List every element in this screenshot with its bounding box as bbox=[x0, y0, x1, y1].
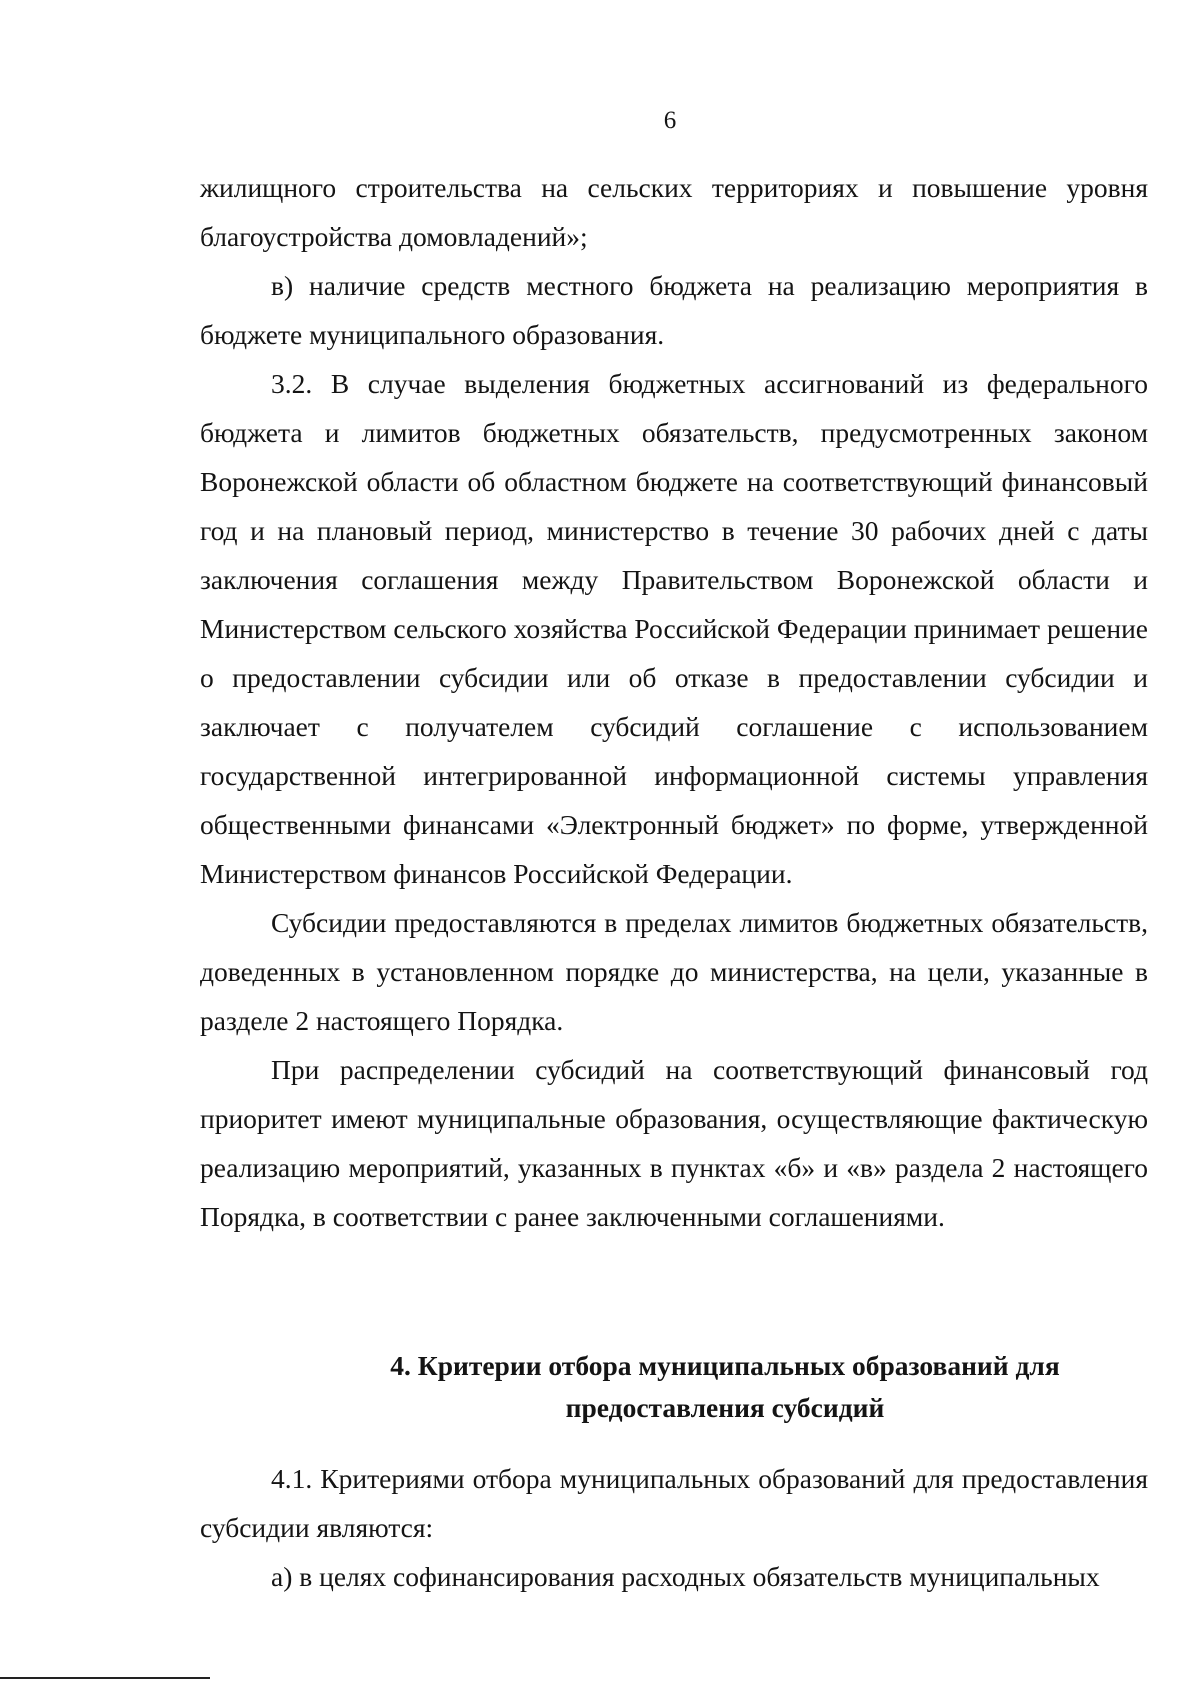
paragraph-item-a: а) в целях софинансирования расходных обязательств муниципальных bbox=[271, 1561, 1100, 1592]
section-4-heading-line-1: 4. Критерии отбора муниципальных образований для bbox=[390, 1350, 1060, 1381]
section-4-heading bbox=[335, 1345, 1115, 1429]
document-body bbox=[200, 163, 1148, 1241]
footer-rule bbox=[0, 1677, 210, 1679]
paragraph-3-2: 3.2. В случае выделения бюджетных ассигнований из федерального бюджета и лимитов бюджетных обязательств, предусмотренных законом Воронежской области об областном бюджете на соответствующий финансовый год и на плановый период, министерство в течение 30 рабочих дней с даты заключения соглашения между Правительством Воронежской области и Министерством сельского хозяйства Российской Федерации принимает решение о предоставлении субсидии или об отказе в предоставлении субсидии и заключает с получателем субсидий соглашение с использованием государственной интегрированной информационной системы управления общественными финансами «Электронный бюджет» по форме, утвержденной Министерством финансов Российской Федерации. bbox=[200, 368, 1148, 889]
paragraph-4-1: 4.1. Критериями отбора муниципальных образований для предоставления субсидии являются: bbox=[200, 1463, 1148, 1543]
paragraph-continuation: жилищного строительства на сельских территориях и повышение уровня благоустройства домовладений»; bbox=[200, 172, 1148, 252]
section-4-heading-line-2: предоставления субсидий bbox=[565, 1392, 885, 1423]
page-number: 6 bbox=[663, 107, 677, 134]
paragraph-subsidy-limits: Субсидии предоставляются в пределах лимитов бюджетных обязательств, доведенных в установленном порядке до министерства, на цели, указанные в разделе 2 настоящего Порядка. bbox=[200, 907, 1148, 1036]
section-4-body bbox=[200, 1454, 1148, 1601]
paragraph-priority: При распределении субсидий на соответствующий финансовый год приоритет имеют муниципальные образования, осуществляющие фактическую реализацию мероприятий, указанных в пунктах «б» и «в» раздела 2 настоящего Порядка, в соответствии с ранее заключенными соглашениями. bbox=[200, 1054, 1148, 1232]
paragraph-item-v: в) наличие средств местного бюджета на реализацию мероприятия в бюджете муниципального образования. bbox=[200, 270, 1148, 350]
